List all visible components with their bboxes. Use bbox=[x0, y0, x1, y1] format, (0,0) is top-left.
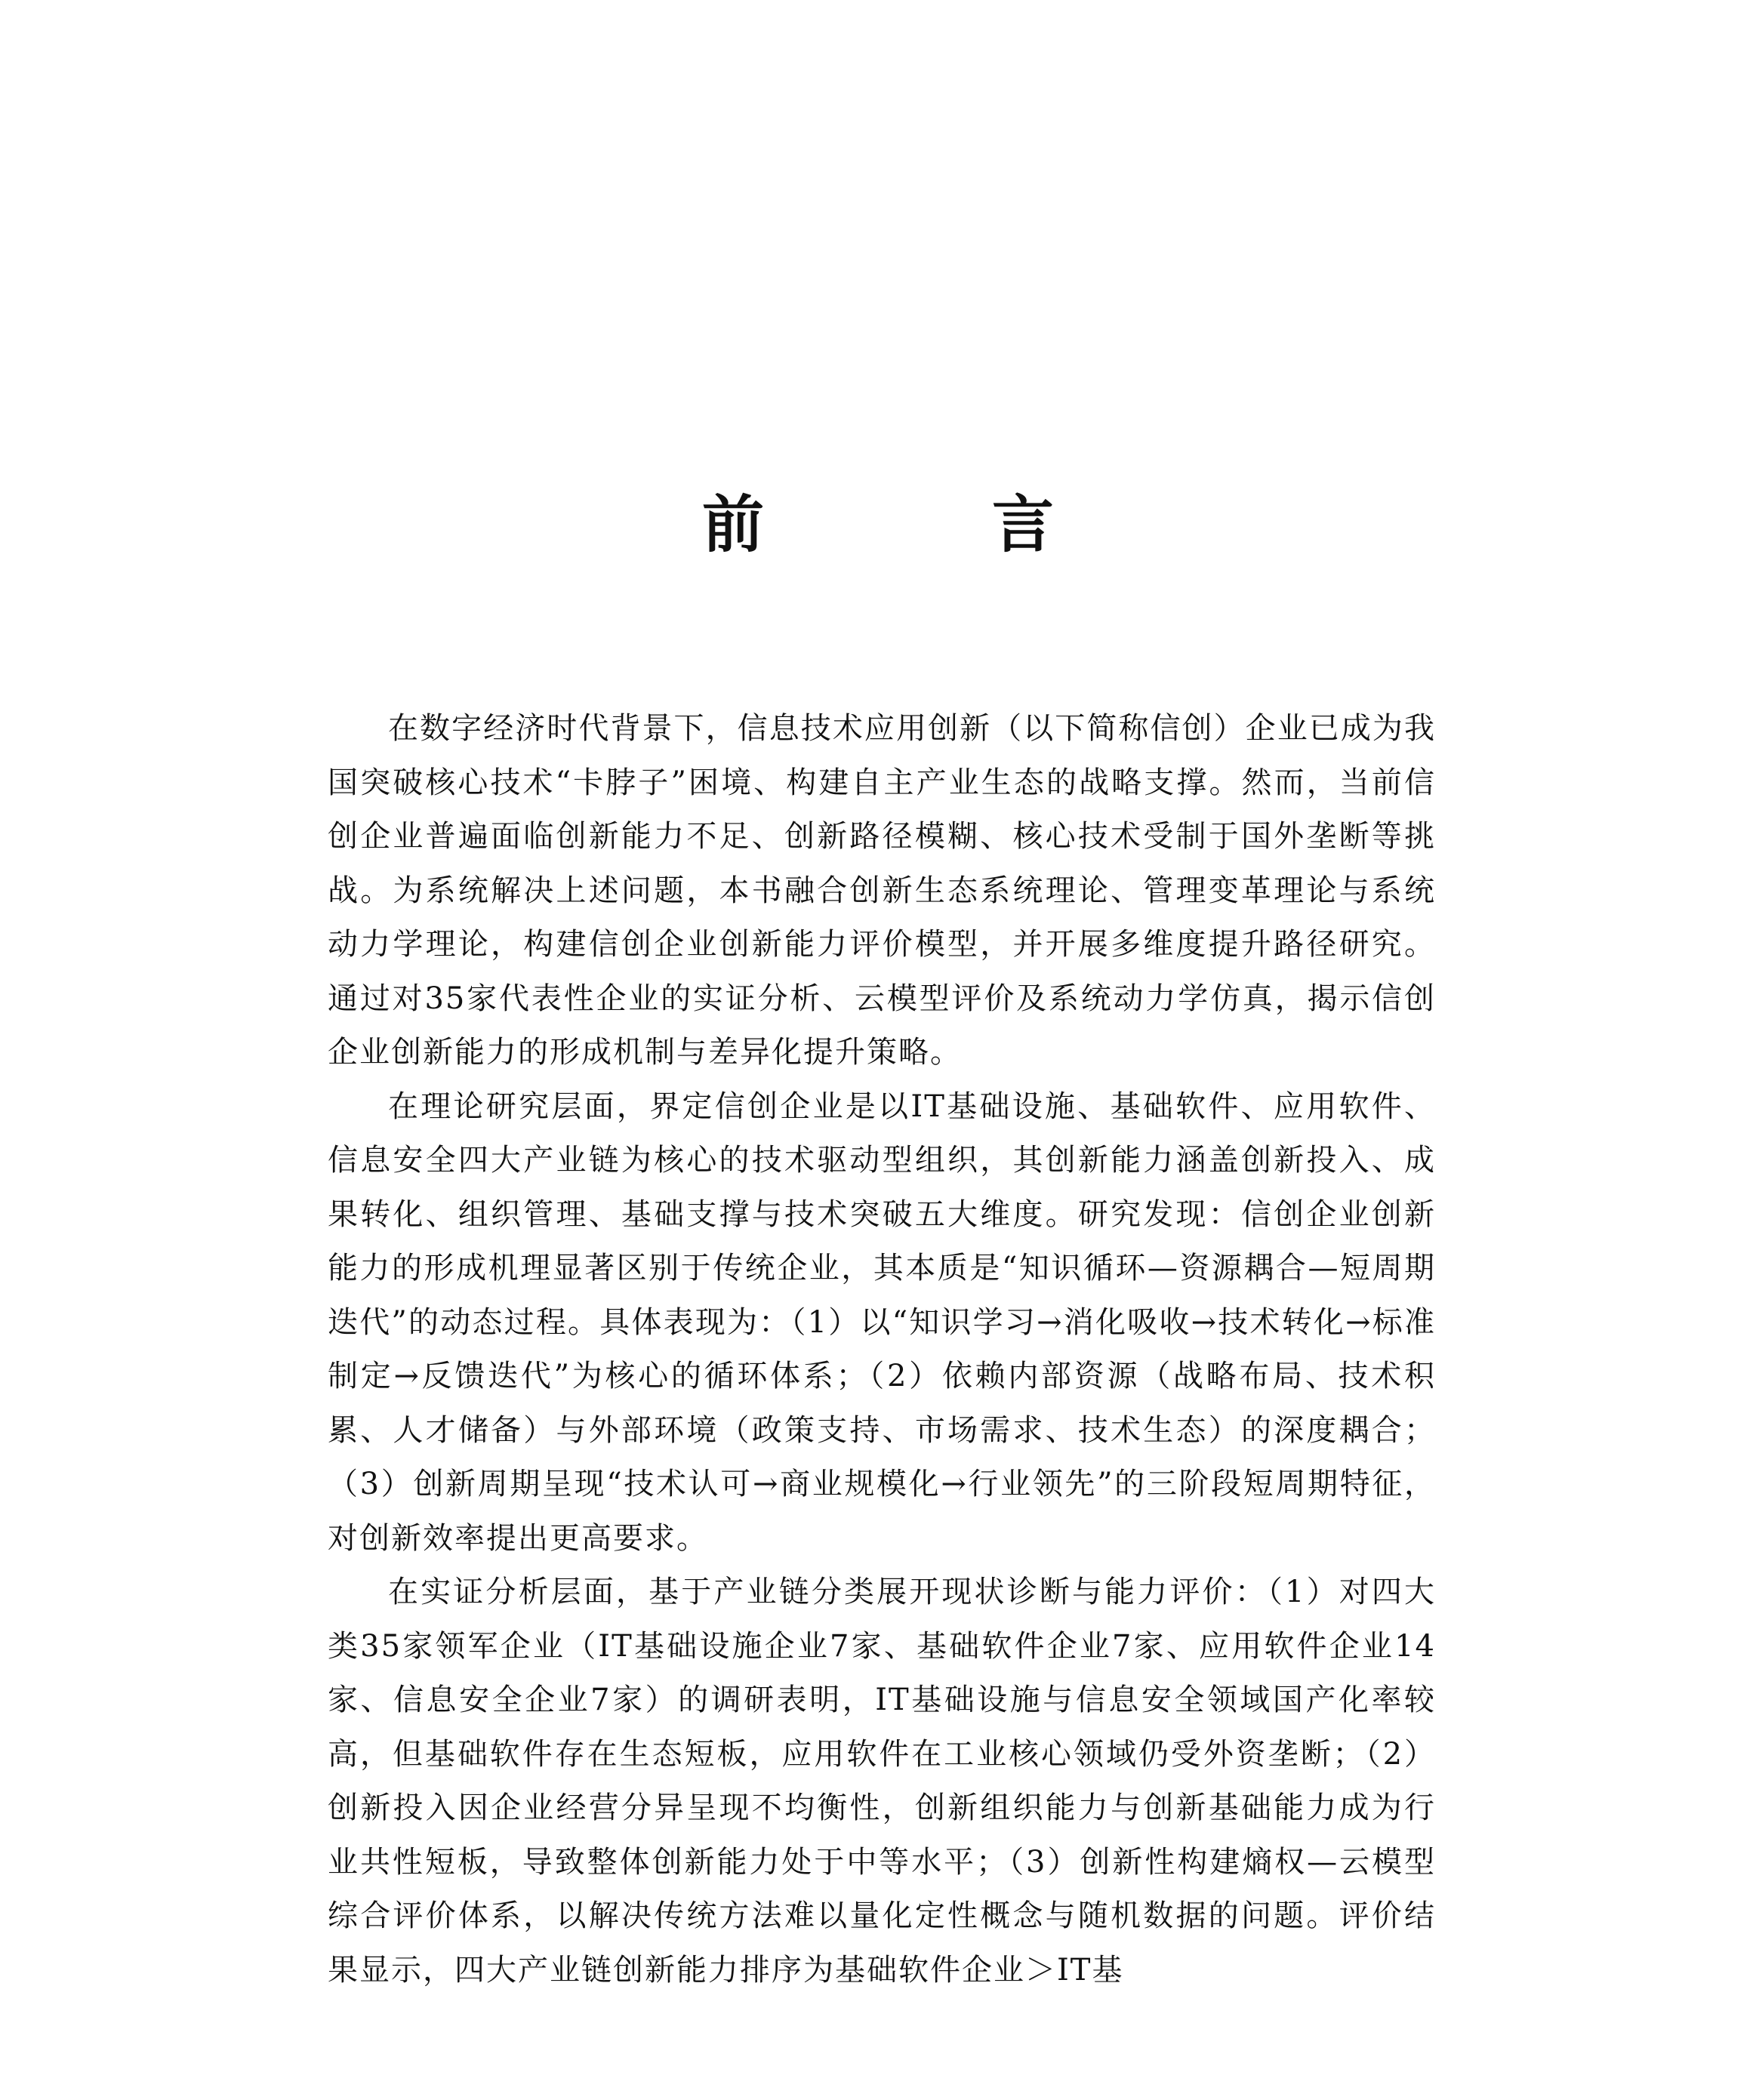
paragraph-1: 在数字经济时代背景下，信息技术应用创新（以下简称信创）企业已成为我国突破核心技术“卡脖子”困境、构建自主产业生态的战略支撑。然而，当前信创企业普遍面临创新能力不足、创新路径模糊、核心技术受制于国外垄断等挑战。为系统解决上述问题，本书融合创新生态系统理论、管理变革理论与系统动力学理论，构建信创企业创新能力评价模型，并开展多维度提升路径研究。通过对35家代表性企业的实证分析、云模型评价及系统动力学仿真，揭示信创企业创新能力的形成机制与差异化提升策略。 bbox=[328, 711, 1436, 1070]
paragraph-3: 在实证分析层面，基于产业链分类展开现状诊断与能力评价：（1）对四大类35家领军企业（IT基础设施企业7家、基础软件企业7家、应用软件企业14家、信息安全企业7家）的调研表明，IT基础设施与信息安全领域国产化率较高，但基础软件存在生态短板，应用软件在工业核心领域仍受外资垄断；（2）创新投入因企业经营分异呈现不均衡性，创新组织能力与创新基础能力成为行业共性短板，导致整体创新能力处于中等水平；（3）创新性构建熵权—云模型综合评价体系，以解决传统方法难以量化定性概念与随机数据的问题。评价结果显示，四大产业链创新能力排序为基础软件企业＞IT基 bbox=[328, 1575, 1436, 1988]
paragraph-2: 在理论研究层面，界定信创企业是以IT基础设施、基础软件、应用软件、信息安全四大产业链为核心的技术驱动型组织，其创新能力涵盖创新投入、成果转化、组织管理、基础支撑与技术突破五大维度。研究发现：信创企业创新能力的形成机理显著区别于传统企业，其本质是“知识循环—资源耦合—短周期迭代”的动态过程。具体表现为：（1）以“知识学习→消化吸收→技术转化→标准制定→反馈迭代”为核心的循环体系；（2）依赖内部资源（战略布局、技术积累、人才储备）与外部环境（政策支持、市场需求、技术生态）的深度耦合；（3）创新周期呈现“技术认可→商业规模化→行业领先”的三阶段短周期特征，对创新效率提出更高要求。 bbox=[328, 1088, 1436, 1556]
preface-body bbox=[328, 702, 1436, 1997]
page-title: 前 言 bbox=[701, 488, 1137, 561]
